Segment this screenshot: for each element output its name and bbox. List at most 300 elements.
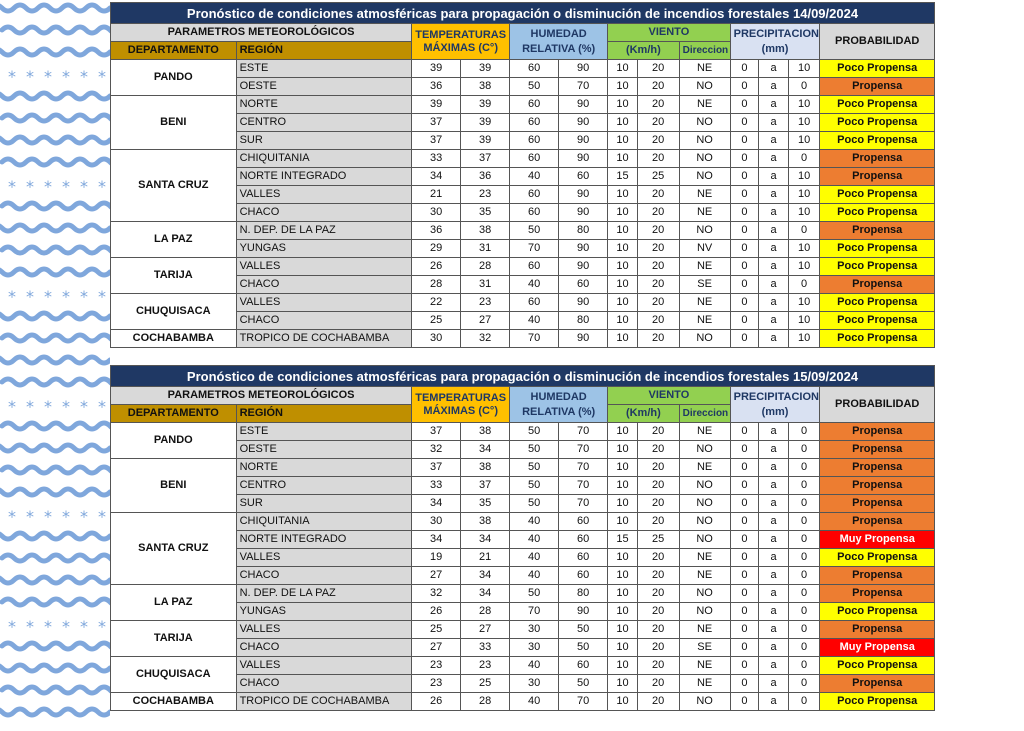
wind-header: VIENTO (608, 387, 730, 405)
wind-max: 20 (637, 459, 679, 477)
asterisk-decoration: * (62, 617, 70, 636)
wind-direction: NO (679, 222, 730, 240)
precip-max: 10 (788, 312, 820, 330)
wind-direction: NE (679, 675, 730, 693)
wind-min: 10 (608, 294, 638, 312)
precip-max: 0 (788, 513, 820, 531)
precip-min: 0 (730, 294, 759, 312)
wind-direction: NO (679, 168, 730, 186)
probability-badge: Propensa (820, 78, 935, 96)
header-row (111, 24, 935, 42)
wind-max: 20 (637, 258, 679, 276)
temp-min: 37 (412, 114, 461, 132)
department-name: COCHABAMBA (111, 693, 237, 711)
table-row (111, 513, 935, 531)
wind-max: 20 (637, 693, 679, 711)
humidity-header-line1: HUMEDAD (530, 390, 587, 403)
humidity-max: 90 (559, 204, 608, 222)
table-row (111, 60, 935, 78)
temp-min: 33 (412, 477, 461, 495)
wind-min: 10 (608, 222, 638, 240)
precipitation-header-line1: PRECIPITACION (733, 390, 819, 403)
humidity-min: 40 (510, 276, 559, 294)
humidity-max: 90 (559, 258, 608, 276)
humidity-max: 70 (559, 477, 608, 495)
region-name: SUR (236, 132, 412, 150)
probability-badge: Propensa (820, 441, 935, 459)
table-title: Pronóstico de condiciones atmosféricas para propagación o disminución de incendios forestales 15/09/2024 (111, 366, 935, 387)
temp-max: 34 (461, 531, 510, 549)
probability-badge: Propensa (820, 621, 935, 639)
wind-direction: NE (679, 459, 730, 477)
region-name: N. DEP. DE LA PAZ (236, 585, 412, 603)
wave-decoration (0, 577, 110, 583)
asterisk-decoration: * (98, 617, 106, 636)
probability-badge: Propensa (820, 675, 935, 693)
precip-min: 0 (730, 312, 759, 330)
temp-max: 27 (461, 621, 510, 639)
wave-decoration (0, 49, 110, 55)
region-name: VALLES (236, 258, 412, 276)
temp-min: 30 (412, 513, 461, 531)
temp-min: 23 (412, 675, 461, 693)
temp-max: 21 (461, 549, 510, 567)
humidity-min: 50 (510, 441, 559, 459)
region-name: TROPICO DE COCHABAMBA (236, 330, 412, 348)
temp-min: 28 (412, 276, 461, 294)
probability-badge: Muy Propensa (820, 639, 935, 657)
precip-min: 0 (730, 276, 759, 294)
temp-max: 35 (461, 495, 510, 513)
temp-max: 39 (461, 96, 510, 114)
probability-badge: Propensa (820, 585, 935, 603)
table-title: Pronóstico de condiciones atmosféricas para propagación o disminución de incendios forestales 14/09/2024 (111, 3, 935, 24)
humidity-min: 60 (510, 60, 559, 78)
probability-badge: Poco Propensa (820, 114, 935, 132)
wind-min: 10 (608, 78, 638, 96)
wind-min: 10 (608, 603, 638, 621)
asterisk-decoration: * (8, 507, 16, 526)
temp-min: 29 (412, 240, 461, 258)
temp-max: 38 (461, 459, 510, 477)
probability-badge: Poco Propensa (820, 240, 935, 258)
wind-direction: NO (679, 330, 730, 348)
asterisk-decoration: * (80, 287, 88, 306)
temp-min: 34 (412, 531, 461, 549)
probability-badge: Poco Propensa (820, 258, 935, 276)
humidity-min: 30 (510, 639, 559, 657)
wind-min: 10 (608, 150, 638, 168)
humidity-max: 70 (559, 441, 608, 459)
wave-decoration (2, 555, 110, 561)
precip-separator: a (759, 693, 789, 711)
wind-min: 10 (608, 423, 638, 441)
asterisk-decoration: * (62, 397, 70, 416)
wind-max: 20 (637, 60, 679, 78)
wave-decoration (2, 687, 110, 693)
precip-max: 0 (788, 150, 820, 168)
temperature-header-line2: MÁXIMAS (C°) (423, 404, 498, 417)
humidity-max: 70 (559, 693, 608, 711)
precip-separator: a (759, 621, 789, 639)
probability-badge: Propensa (820, 150, 935, 168)
temp-max: 31 (461, 276, 510, 294)
wind-min: 10 (608, 459, 638, 477)
probability-badge: Poco Propensa (820, 60, 935, 78)
precip-min: 0 (730, 114, 759, 132)
asterisk-decoration: * (80, 507, 88, 526)
wind-direction: NE (679, 186, 730, 204)
humidity-max: 60 (559, 531, 608, 549)
wind-direction: NE (679, 204, 730, 222)
wind-max: 20 (637, 330, 679, 348)
department-name: CHUQUISACA (111, 657, 237, 693)
asterisk-decoration: * (62, 177, 70, 196)
precip-min: 0 (730, 186, 759, 204)
asterisk-decoration: * (98, 67, 106, 86)
humidity-min: 30 (510, 675, 559, 693)
precip-max: 0 (788, 639, 820, 657)
humidity-max: 90 (559, 60, 608, 78)
wave-decoration (2, 247, 110, 253)
asterisk-decoration: * (44, 617, 52, 636)
wave-decoration (2, 643, 110, 649)
probability-badge: Poco Propensa (820, 204, 935, 222)
region-header: REGIÓN (236, 42, 412, 60)
wind-max: 20 (637, 240, 679, 258)
region-name: CHACO (236, 312, 412, 330)
precip-max: 0 (788, 603, 820, 621)
temp-max: 38 (461, 222, 510, 240)
humidity-min: 50 (510, 78, 559, 96)
humidity-min: 40 (510, 513, 559, 531)
humidity-min: 30 (510, 621, 559, 639)
department-name: LA PAZ (111, 222, 237, 258)
table-row (111, 222, 935, 240)
wind-direction: NE (679, 657, 730, 675)
wind-min: 10 (608, 312, 638, 330)
temp-max: 32 (461, 330, 510, 348)
wind-max: 20 (637, 276, 679, 294)
wind-max: 20 (637, 312, 679, 330)
wind-header: VIENTO (608, 24, 730, 42)
wind-min: 10 (608, 132, 638, 150)
region-name: VALLES (236, 186, 412, 204)
parametros-header: PARAMETROS METEOROLÓGICOS (111, 387, 412, 405)
humidity-min: 60 (510, 204, 559, 222)
humidity-min: 40 (510, 531, 559, 549)
precip-max: 10 (788, 204, 820, 222)
wind-min: 15 (608, 531, 638, 549)
humidity-max: 70 (559, 459, 608, 477)
wind-min: 10 (608, 96, 638, 114)
precip-max: 0 (788, 459, 820, 477)
wave-decoration (2, 159, 110, 165)
temperature-header-line1: TEMPERATURAS (415, 28, 507, 41)
wind-min: 10 (608, 330, 638, 348)
humidity-max: 60 (559, 168, 608, 186)
asterisk-decoration: * (26, 287, 34, 306)
temp-max: 27 (461, 312, 510, 330)
wind-min: 10 (608, 114, 638, 132)
precip-min: 0 (730, 330, 759, 348)
precip-min: 0 (730, 96, 759, 114)
wind-direction: NE (679, 258, 730, 276)
wind-max: 20 (637, 657, 679, 675)
wind-min: 10 (608, 60, 638, 78)
humidity-min: 70 (510, 603, 559, 621)
humidity-min: 70 (510, 330, 559, 348)
wind-direction: NO (679, 585, 730, 603)
wind-max: 20 (637, 495, 679, 513)
temp-max: 36 (461, 168, 510, 186)
probability-badge: Poco Propensa (820, 186, 935, 204)
wind-direction: NO (679, 531, 730, 549)
asterisk-decoration: * (44, 397, 52, 416)
wind-max: 20 (637, 294, 679, 312)
wave-decoration (2, 203, 110, 209)
wave-decoration (0, 489, 110, 495)
probability-badge: Poco Propensa (820, 693, 935, 711)
wind-max: 20 (637, 78, 679, 96)
temperature-header-line1: TEMPERATURAS (415, 391, 507, 404)
asterisk-decoration: * (44, 507, 52, 526)
humidity-min: 40 (510, 168, 559, 186)
humidity-max: 70 (559, 78, 608, 96)
precip-separator: a (759, 459, 789, 477)
precip-min: 0 (730, 513, 759, 531)
department-name: SANTA CRUZ (111, 150, 237, 222)
precip-max: 0 (788, 585, 820, 603)
wind-direction: NE (679, 567, 730, 585)
table-row (111, 258, 935, 276)
precip-max: 0 (788, 567, 820, 585)
wave-decoration (0, 357, 110, 363)
probability-badge: Propensa (820, 276, 935, 294)
precip-max: 0 (788, 549, 820, 567)
precip-min: 0 (730, 693, 759, 711)
temp-min: 36 (412, 78, 461, 96)
precip-max: 0 (788, 276, 820, 294)
probability-badge: Poco Propensa (820, 549, 935, 567)
humidity-min: 40 (510, 693, 559, 711)
precip-separator: a (759, 423, 789, 441)
wind-max: 20 (637, 96, 679, 114)
temperature-header (412, 24, 510, 60)
precip-separator: a (759, 258, 789, 276)
wind-direction: NE (679, 549, 730, 567)
wind-direction-header: Direccion (679, 405, 730, 423)
wind-speed-header: (Km/h) (608, 42, 679, 60)
precip-min: 0 (730, 168, 759, 186)
wind-direction: NO (679, 495, 730, 513)
decorative-wave-pattern (0, 0, 110, 731)
humidity-max: 90 (559, 132, 608, 150)
humidity-min: 50 (510, 585, 559, 603)
humidity-max: 90 (559, 330, 608, 348)
probability-badge: Propensa (820, 168, 935, 186)
wind-direction: NO (679, 150, 730, 168)
precip-max: 0 (788, 423, 820, 441)
wind-max: 20 (637, 603, 679, 621)
wave-decoration (0, 225, 110, 231)
wind-max: 20 (637, 222, 679, 240)
table-row (111, 657, 935, 675)
temp-min: 21 (412, 186, 461, 204)
wave-decoration (0, 269, 110, 275)
humidity-max: 80 (559, 222, 608, 240)
wave-decoration (0, 313, 110, 319)
wave-decoration (0, 5, 110, 11)
wind-max: 25 (637, 168, 679, 186)
wind-min: 10 (608, 513, 638, 531)
region-name: YUNGAS (236, 240, 412, 258)
temp-min: 27 (412, 567, 461, 585)
wave-decoration (2, 379, 110, 385)
humidity-min: 60 (510, 114, 559, 132)
wind-direction: NO (679, 78, 730, 96)
precip-separator: a (759, 330, 789, 348)
wind-direction: NE (679, 96, 730, 114)
wind-direction: NE (679, 312, 730, 330)
asterisk-decoration: * (26, 507, 34, 526)
department-name: CHUQUISACA (111, 294, 237, 330)
precip-min: 0 (730, 657, 759, 675)
precip-max: 10 (788, 186, 820, 204)
asterisk-decoration: * (80, 177, 88, 196)
table-row (111, 693, 935, 711)
table-row (111, 585, 935, 603)
region-name: VALLES (236, 657, 412, 675)
precip-separator: a (759, 168, 789, 186)
humidity-max: 90 (559, 114, 608, 132)
temp-min: 34 (412, 495, 461, 513)
wave-decoration (2, 27, 110, 33)
wave-decoration (0, 93, 110, 99)
temp-max: 34 (461, 567, 510, 585)
asterisk-decoration: * (26, 617, 34, 636)
region-name: CHIQUITANIA (236, 150, 412, 168)
humidity-max: 90 (559, 294, 608, 312)
wave-decoration (2, 467, 110, 473)
precipitation-header (730, 387, 820, 423)
wind-max: 20 (637, 567, 679, 585)
wind-direction: NO (679, 441, 730, 459)
precip-min: 0 (730, 222, 759, 240)
parametros-header: PARAMETROS METEOROLÓGICOS (111, 24, 412, 42)
humidity-min: 40 (510, 567, 559, 585)
temp-max: 38 (461, 423, 510, 441)
humidity-max: 50 (559, 621, 608, 639)
region-name: CENTRO (236, 114, 412, 132)
title-row (111, 366, 935, 387)
precip-min: 0 (730, 441, 759, 459)
temp-min: 25 (412, 621, 461, 639)
temp-max: 28 (461, 693, 510, 711)
table-row (111, 150, 935, 168)
temperature-header-line2: MÁXIMAS (C°) (423, 41, 498, 54)
wind-min: 10 (608, 204, 638, 222)
department-name: BENI (111, 96, 237, 150)
precip-max: 0 (788, 693, 820, 711)
forecast-table-day1 (110, 2, 935, 348)
wave-decoration (2, 335, 110, 341)
wind-max: 20 (637, 186, 679, 204)
precip-min: 0 (730, 603, 759, 621)
precip-min: 0 (730, 204, 759, 222)
temp-min: 37 (412, 423, 461, 441)
temp-max: 23 (461, 294, 510, 312)
precip-separator: a (759, 240, 789, 258)
precip-min: 0 (730, 531, 759, 549)
temp-max: 33 (461, 639, 510, 657)
precip-min: 0 (730, 240, 759, 258)
precip-separator: a (759, 276, 789, 294)
humidity-min: 70 (510, 240, 559, 258)
temp-min: 26 (412, 258, 461, 276)
probability-header: PROBABILIDAD (820, 24, 935, 60)
precip-min: 0 (730, 258, 759, 276)
title-row (111, 3, 935, 24)
temp-min: 39 (412, 60, 461, 78)
precip-min: 0 (730, 78, 759, 96)
precip-separator: a (759, 96, 789, 114)
humidity-max: 50 (559, 675, 608, 693)
asterisk-decoration: * (44, 67, 52, 86)
precip-separator: a (759, 150, 789, 168)
table-row (111, 330, 935, 348)
precip-separator: a (759, 603, 789, 621)
temp-max: 23 (461, 657, 510, 675)
precip-separator: a (759, 114, 789, 132)
humidity-max: 60 (559, 657, 608, 675)
temp-max: 39 (461, 132, 510, 150)
asterisk-decoration: * (44, 177, 52, 196)
department-name: TARIJA (111, 621, 237, 657)
temp-min: 33 (412, 150, 461, 168)
wind-direction: NE (679, 294, 730, 312)
wind-min: 10 (608, 186, 638, 204)
wave-decoration (0, 709, 110, 715)
precip-min: 0 (730, 549, 759, 567)
precip-min: 0 (730, 567, 759, 585)
wave-decoration (2, 115, 110, 121)
wind-direction: NO (679, 114, 730, 132)
precip-max: 0 (788, 441, 820, 459)
wind-max: 20 (637, 639, 679, 657)
humidity-min: 60 (510, 150, 559, 168)
region-name: N. DEP. DE LA PAZ (236, 222, 412, 240)
humidity-min: 40 (510, 549, 559, 567)
probability-badge: Propensa (820, 477, 935, 495)
region-name: CHACO (236, 276, 412, 294)
humidity-max: 50 (559, 639, 608, 657)
precip-min: 0 (730, 621, 759, 639)
humidity-min: 50 (510, 222, 559, 240)
precip-min: 0 (730, 60, 759, 78)
probability-badge: Poco Propensa (820, 312, 935, 330)
temp-max: 38 (461, 78, 510, 96)
humidity-max: 60 (559, 513, 608, 531)
temperature-header (412, 387, 510, 423)
precip-separator: a (759, 60, 789, 78)
temp-min: 19 (412, 549, 461, 567)
precip-separator: a (759, 477, 789, 495)
table-row (111, 459, 935, 477)
humidity-max: 90 (559, 186, 608, 204)
wind-min: 10 (608, 441, 638, 459)
region-name: CHACO (236, 567, 412, 585)
